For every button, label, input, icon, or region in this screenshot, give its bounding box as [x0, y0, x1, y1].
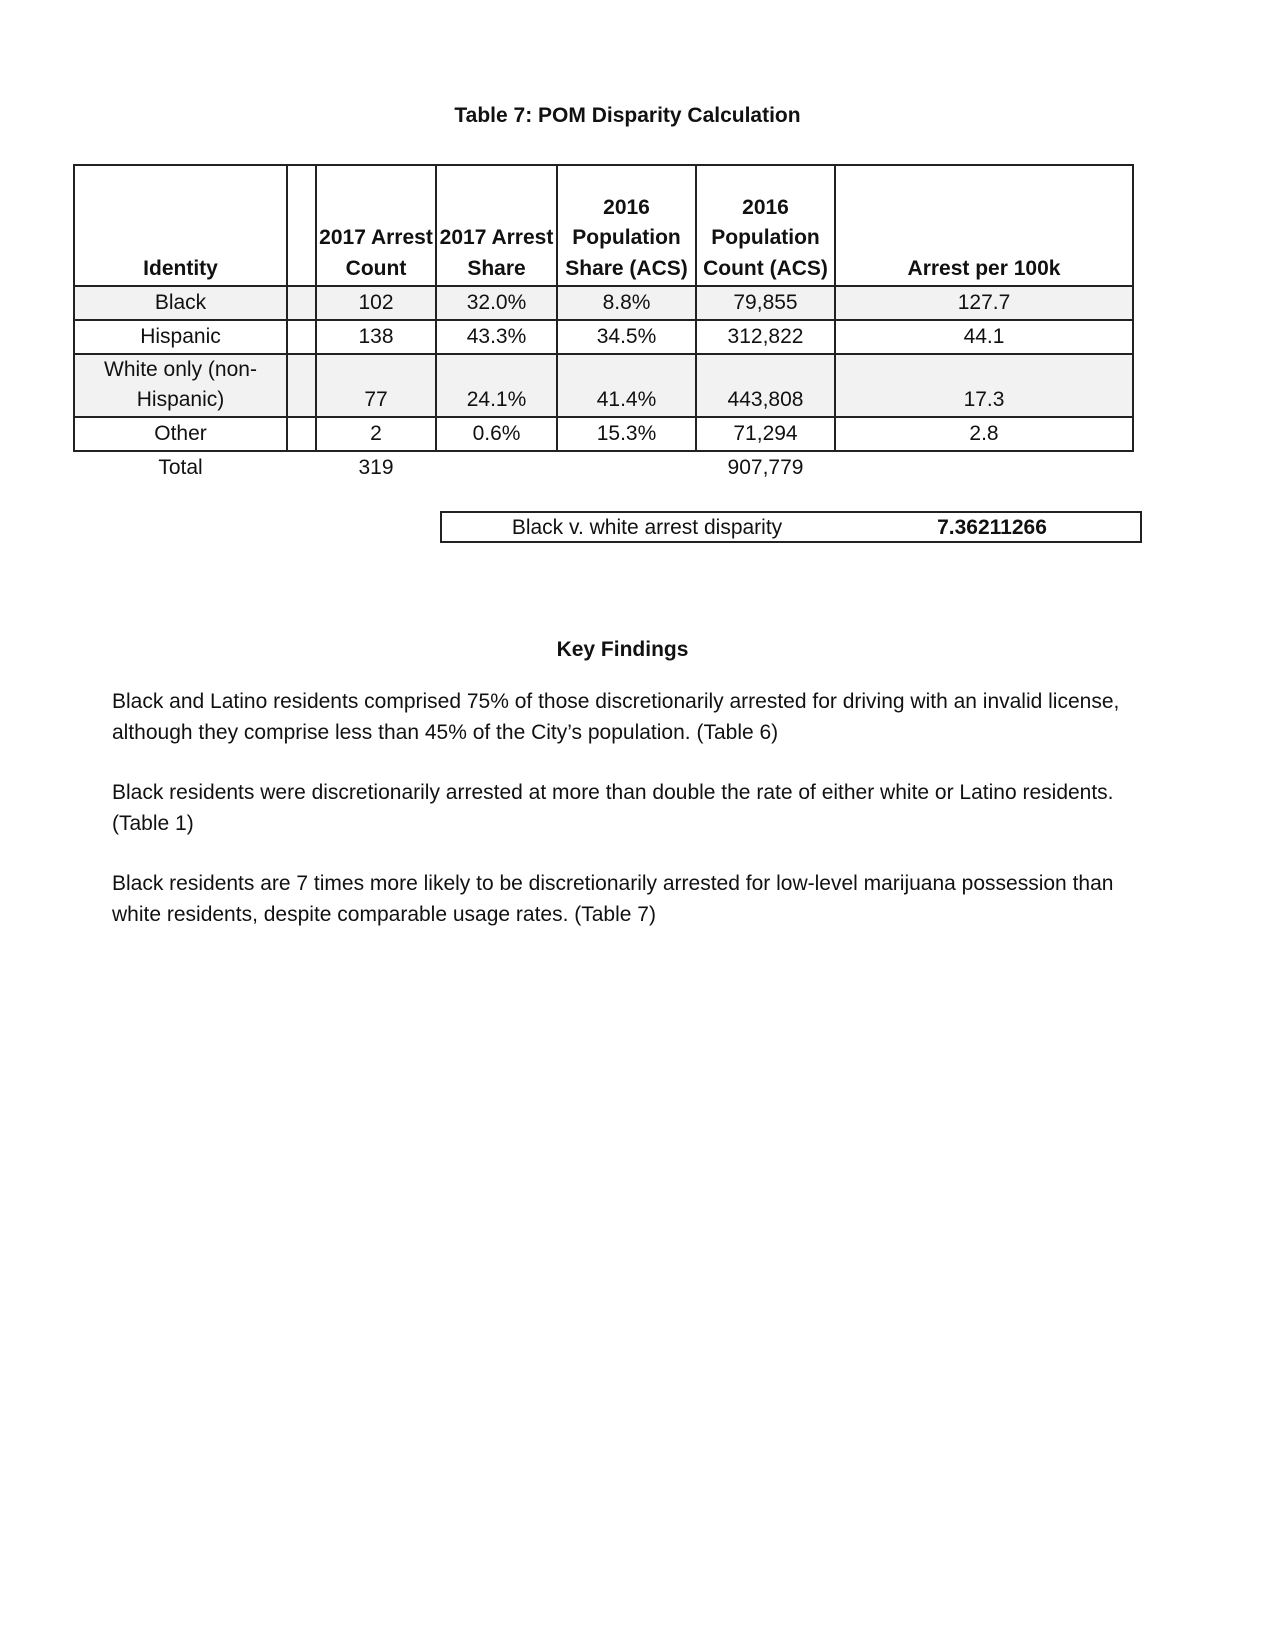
- disparity-value: 7.36211266: [937, 516, 1047, 539]
- cell-arrest-per-100k: 127.7: [835, 286, 1133, 320]
- spacer-cell: [287, 451, 316, 484]
- cell-identity: Hispanic: [74, 320, 287, 354]
- cell-identity: Black: [74, 286, 287, 320]
- cell-arrest-share: 43.3%: [436, 320, 557, 354]
- cell-arrest-per-100k: 44.1: [835, 320, 1133, 354]
- disparity-table: [73, 164, 1134, 484]
- finding-paragraph: Black residents are 7 times more likely to be discretionarily arrested for low-level marijuana possession than white residents, despite comparable usage rates. (Table 7): [112, 872, 1114, 926]
- cell-identity: Other: [74, 417, 287, 451]
- spacer-cell: [287, 417, 316, 451]
- header-population-share: 2016 Population Share (ACS): [557, 165, 696, 286]
- cell-population-count: 312,822: [696, 320, 835, 354]
- cell-arrest-share: 0.6%: [436, 417, 557, 451]
- total-label: Total: [74, 451, 287, 484]
- header-arrest-share: 2017 Arrest Share: [436, 165, 557, 286]
- cell-population-share: 41.4%: [557, 354, 696, 417]
- cell-population-share: 8.8%: [557, 286, 696, 320]
- cell-arrest-count: 2: [316, 417, 436, 451]
- cell-arrest-count: 138: [316, 320, 436, 354]
- header-arrest-count: 2017 Arrest Count: [316, 165, 436, 286]
- cell-identity: White only (non-Hispanic): [74, 354, 287, 417]
- empty-cell: [557, 451, 696, 484]
- cell-population-share: 15.3%: [557, 417, 696, 451]
- table-row: [74, 354, 1133, 417]
- table-row: [74, 320, 1133, 354]
- table-header-row: [74, 165, 1133, 286]
- disparity-label: Black v. white arrest disparity: [511, 516, 783, 539]
- table-row: [74, 417, 1133, 451]
- table-total-row: [74, 451, 1133, 484]
- cell-population-share: 34.5%: [557, 320, 696, 354]
- cell-arrest-share: 24.1%: [436, 354, 557, 417]
- header-arrest-per-100k: Arrest per 100k: [835, 165, 1133, 286]
- finding-paragraph: Black and Latino residents comprised 75% of those discretionarily arrested for driving with an invalid license, although they comprise less than 45% of the City’s population. (Table 6): [112, 690, 1120, 744]
- total-arrest-count: 319: [316, 451, 436, 484]
- cell-population-count: 443,808: [696, 354, 835, 417]
- cell-population-count: 79,855: [696, 286, 835, 320]
- cell-arrest-per-100k: 17.3: [835, 354, 1133, 417]
- spacer-cell: [287, 320, 316, 354]
- finding-paragraph: Black residents were discretionarily arrested at more than double the rate of either white or Latino residents. (Table 1): [112, 781, 1114, 835]
- header-population-count: 2016 Population Count (ACS): [696, 165, 835, 286]
- cell-arrest-count: 102: [316, 286, 436, 320]
- cell-arrest-share: 32.0%: [436, 286, 557, 320]
- spacer-cell: [287, 286, 316, 320]
- spacer-cell: [287, 165, 316, 286]
- header-identity: Identity: [74, 165, 287, 286]
- empty-cell: [835, 451, 1133, 484]
- spacer-cell: [287, 354, 316, 417]
- cell-population-count: 71,294: [696, 417, 835, 451]
- key-findings-heading: Key Findings: [556, 638, 689, 661]
- table-row: [74, 286, 1133, 320]
- total-population-count: 907,779: [696, 451, 835, 484]
- table-title: Table 7: POM Disparity Calculation: [454, 104, 801, 127]
- cell-arrest-count: 77: [316, 354, 436, 417]
- cell-arrest-per-100k: 2.8: [835, 417, 1133, 451]
- empty-cell: [436, 451, 557, 484]
- disparity-box: [440, 511, 1142, 543]
